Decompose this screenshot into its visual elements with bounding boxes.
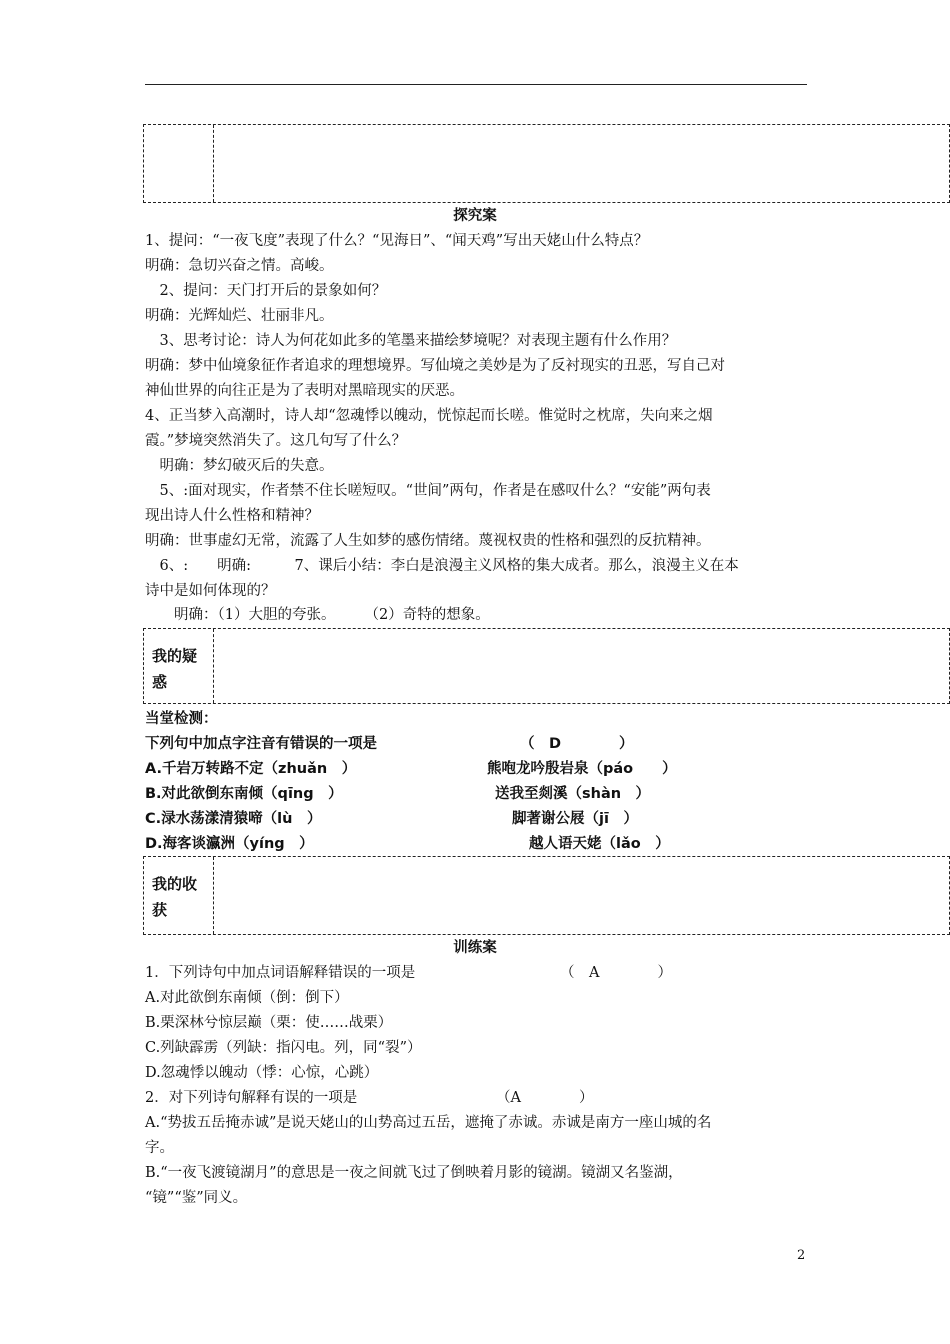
- check-option-right: 脚著谢公屐（jī ）: [512, 811, 638, 827]
- table-left-cell: [144, 125, 214, 202]
- inquiry-line: 1、提问：“一夜飞度”表现了什么？“见海日”、“闻天鸡”写出天姥山什么特点？: [145, 233, 649, 249]
- check-option-right: 送我至剡溪（shàn ）: [495, 786, 651, 802]
- empty-table-box: [143, 124, 950, 203]
- inquiry-line: 诗中是如何体现的？: [145, 583, 276, 599]
- training-q2-line: A.“势拔五岳掩赤诚”是说天姥山的山势高过五岳，遮掩了赤诚。赤诚是南方一座山城的名: [145, 1115, 712, 1131]
- check-question: 下列句中加点字注音有错误的一项是: [145, 736, 377, 752]
- gain-label: 我的收获: [152, 875, 198, 919]
- check-option-left: C.渌水荡漾清猿啼（lù ）: [145, 811, 322, 827]
- inquiry-line: 明确：光辉灿烂、壮丽非凡。: [145, 308, 334, 324]
- training-q1-option: C.列缺霹雳（列缺：指闪电。列，同“裂”）: [145, 1040, 422, 1056]
- training-q2: 2．对下列诗句解释有误的一项是: [145, 1090, 358, 1106]
- training-q1-answer: （ A ）: [560, 965, 672, 981]
- training-q2-line: 字。: [145, 1140, 174, 1156]
- inquiry-line: 明确：（1）大胆的夸张。 （2）奇特的想象。: [145, 607, 490, 623]
- doubt-box: [143, 628, 950, 704]
- section-title-inquiry: 探究案: [453, 208, 497, 224]
- check-option-right: 熊咆龙吟殷岩泉（páo ）: [487, 761, 677, 777]
- gain-label-cell: [144, 857, 214, 934]
- inquiry-line: 明确：急切兴奋之情。高峻。: [145, 258, 334, 274]
- training-q2-line: “镜”“鉴”同义。: [145, 1190, 248, 1206]
- inquiry-line: 4、正当梦入高潮时，诗人却“忽魂悸以魄动，恍惊起而长嗟。惟觉时之枕席，失向来之烟: [145, 408, 713, 424]
- inquiry-line: 明确：梦幻破灭后的失意。: [145, 458, 334, 474]
- inquiry-line: 明确：梦中仙境象征作者追求的理想境界。写仙境之美妙是为了反衬现实的丑恶，写自己对: [145, 358, 725, 374]
- doubt-label-cell: [144, 629, 214, 703]
- check-option-right: 越人语天姥（lǎo ）: [529, 836, 670, 852]
- gain-box: [143, 856, 950, 935]
- page-number: 2: [797, 1248, 806, 1263]
- training-q1: 1．下列诗句中加点词语解释错误的一项是: [145, 965, 416, 981]
- section-title-training: 训练案: [453, 940, 497, 956]
- inquiry-line: 3、思考讨论：诗人为何花如此多的笔墨来描绘梦境呢？对表现主题有什么作用？: [145, 333, 677, 349]
- inquiry-line: 5、:面对现实，作者禁不住长嗟短叹。“世间”两句，作者是在感叹什么？“安能”两句表: [145, 483, 711, 499]
- check-option-left: D.海客谈瀛洲（yíng ）: [145, 836, 314, 852]
- check-option-left: A.千岩万转路不定（zhuǎn ）: [145, 761, 357, 777]
- check-title: 当堂检测：: [145, 711, 218, 727]
- inquiry-line: 明确：世事虚幻无常，流露了人生如梦的感伤情绪。蔑视权贵的性格和强烈的反抗精神。: [145, 533, 711, 549]
- inquiry-line: 现出诗人什么性格和精神？: [145, 508, 319, 524]
- doubt-label: 我的疑惑: [152, 647, 198, 691]
- training-q1-option: B.栗深林兮惊层巅（栗：使……战栗）: [145, 1015, 393, 1031]
- check-option-left: B.对此欲倒东南倾（qīng ）: [145, 786, 343, 802]
- inquiry-line: 神仙世界的向往正是为了表明对黑暗现实的厌恶。: [145, 383, 464, 399]
- training-q2-line: B.“一夜飞渡镜湖月”的意思是一夜之间就飞过了倒映着月影的镜湖。镜湖又名鉴湖，: [145, 1165, 683, 1181]
- header-rule: [145, 84, 807, 85]
- training-q1-option: A.对此欲倒东南倾（倒：倒下）: [145, 990, 349, 1006]
- check-answer: （ D ）: [520, 736, 634, 752]
- inquiry-line: 2、提问：天门打开后的景象如何？: [145, 283, 387, 299]
- training-q1-option: D.忽魂悸以魄动（悸：心惊，心跳）: [145, 1065, 379, 1081]
- inquiry-line: 霞。”梦境突然消失了。这几句写了什么？: [145, 433, 407, 449]
- training-q2-answer: （A ）: [496, 1090, 594, 1106]
- inquiry-line: 6、: 明确: 7、课后小结：李白是浪漫主义风格的集大成者。那么，浪漫主义在本: [145, 558, 739, 574]
